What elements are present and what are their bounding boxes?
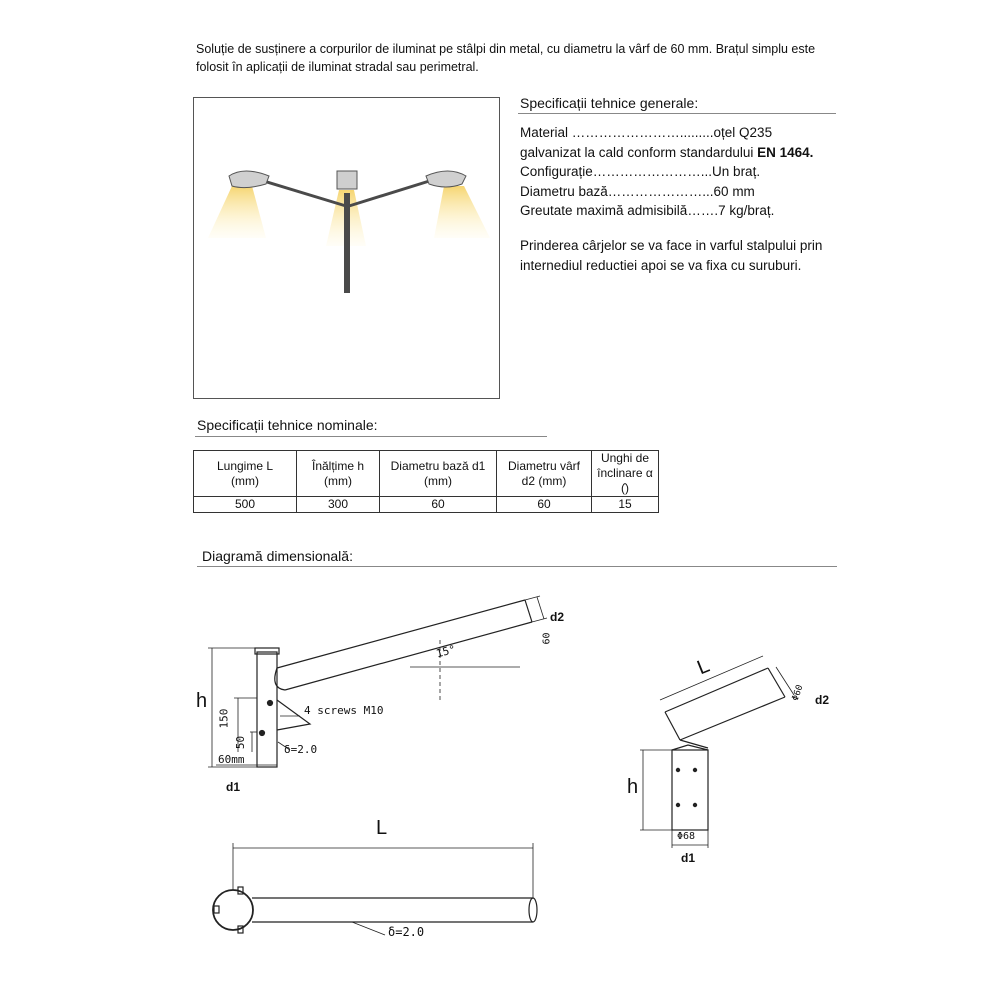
max-weight-value: 7 kg/braț. [718, 203, 775, 218]
max-weight-label: Greutate maximă admisibilă……. [520, 203, 719, 218]
top-lug-1 [214, 906, 219, 913]
dim-60mm-label: 60mm [218, 753, 245, 766]
dim-50-label: 50 [234, 735, 248, 750]
header-base-diameter: Diametru bază d1 (mm) [380, 451, 497, 497]
iso-d2-label: d2 [815, 693, 830, 707]
iso-hole-4 [693, 803, 696, 806]
header-angle: Unghi de înclinare α (̂) [592, 451, 659, 497]
material-label: Material ……………………......... [520, 125, 714, 140]
intro-line-2: folosit în aplicații de iluminat stradal sau perimetral. [196, 60, 479, 74]
galvanized-text: galvanizat la cald conform standardului [520, 144, 758, 160]
iso-arm-bottom [680, 697, 785, 740]
side-h-label: h [196, 690, 208, 712]
diagram-title: Diagramă dimensională: [202, 548, 353, 564]
dim-150-label: 150 [217, 708, 231, 729]
top-L-label: L [376, 817, 388, 839]
side-top-dim-label: 60 [541, 632, 553, 645]
top-arm-end [529, 898, 537, 922]
top-thickness-label: δ=2.0 [388, 925, 425, 939]
iso-arm-top [665, 668, 768, 712]
cell-top-diameter: 60 [497, 497, 592, 513]
configuration-value: Un braț. [712, 164, 761, 179]
side-arm-end [275, 668, 285, 690]
iso-sleeve [672, 750, 708, 830]
side-d1-label: d1 [226, 780, 241, 794]
iso-L-line [660, 656, 763, 700]
d2-dim-line [537, 597, 544, 619]
cell-length: 500 [194, 497, 297, 513]
iso-base-dim-label: Φ68 [677, 831, 696, 842]
d2-ext-bottom [532, 618, 547, 622]
iso-hole-1 [676, 768, 679, 771]
cell-base-diameter: 60 [380, 497, 497, 513]
top-view-drawing [213, 843, 537, 935]
iso-d1-label: d1 [681, 851, 696, 865]
side-thickness-label: δ=2.0 [284, 743, 318, 756]
standard-value: EN 1464. [757, 144, 814, 160]
screw-hole-2 [268, 701, 273, 706]
cell-height: 300 [297, 497, 380, 513]
iso-hole-3 [676, 803, 679, 806]
base-diameter-label: Diametru bază…………………... [520, 183, 714, 199]
mounting-note-line-2: internediul reductiei apoi se va fixa cu suruburi. [520, 258, 802, 273]
nominal-specs-title: Specificații tehnice nominale: [197, 417, 378, 433]
header-length: Lungime L (mm) [194, 451, 297, 497]
angle-label: 15° [434, 642, 458, 661]
iso-view-drawing [640, 656, 794, 848]
iso-arm-tip [768, 668, 785, 697]
screws-label: 4 screws M10 [304, 704, 384, 717]
iso-top-dim-label: Φ60 [790, 683, 806, 703]
iso-hole-2 [693, 768, 696, 771]
intro-line-1: Soluție de susținere a corpurilor de iluminat pe stâlpi din metal, cu diametru la vârf de 60 mm. Brațul simplu este [196, 42, 816, 56]
iso-d2-line [776, 667, 794, 695]
general-specs-title: Specificații tehnice generale: [520, 95, 699, 111]
side-sleeve-cap [255, 648, 279, 654]
iso-sleeve-top [672, 745, 708, 750]
material-value: oțel Q235 [713, 125, 773, 140]
top-thickness-leader [352, 922, 385, 935]
iso-L-label: L [694, 654, 713, 680]
iso-arm-end [665, 712, 680, 740]
side-d2-label: d2 [550, 610, 565, 624]
side-sleeve [257, 652, 277, 767]
header-height: Înălțime h (mm) [297, 451, 380, 497]
configuration-label: Configurație……………………... [520, 164, 713, 179]
iso-h-label: h [627, 776, 639, 798]
cell-angle: 15 [592, 497, 659, 513]
screw-hole-1 [260, 731, 265, 736]
mounting-note-line-1: Prinderea cârjelor se va face in varful stalpului prin [520, 238, 823, 253]
side-arm-tip [525, 600, 532, 622]
side-view-drawing [208, 596, 547, 767]
header-top-diameter: Diametru vârf d2 (mm) [497, 451, 592, 497]
base-diameter-value: 60 mm [713, 183, 755, 199]
